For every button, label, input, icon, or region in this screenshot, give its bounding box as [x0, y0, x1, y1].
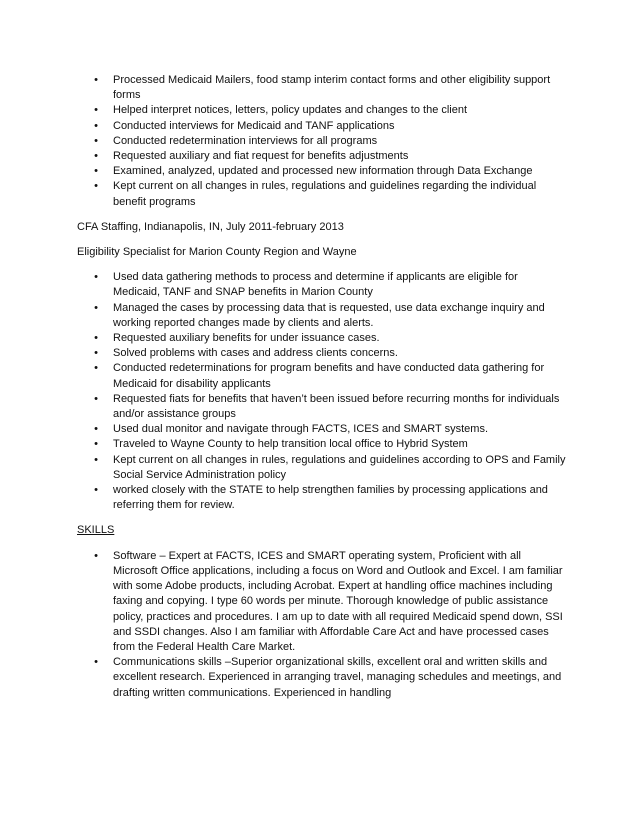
bullet-icon: • [94, 362, 98, 375]
list-item-text: Conducted redeterminations for program benefits and have conducted data gathering for Medicaid for disability applicants [113, 362, 545, 390]
list-item [77, 179, 567, 209]
list-item-text: Communications skills –Superior organizational skills, excellent oral and written skills and excellent research. Experienced in arranging travel, managing schedules and meetings, and drafting written communications. Experienced in handling [113, 656, 562, 699]
bullet-icon: • [94, 347, 98, 360]
list-item-text: Requested auxiliary and fiat request for benefits adjustments [113, 150, 409, 163]
list-item-text: worked closely with the STATE to help strengthen families by processing applications and referring them for review. [113, 484, 548, 512]
list-item [77, 301, 567, 331]
employer-line: CFA Staffing, Indianapolis, IN, July 2011-february 2013 [77, 220, 344, 233]
list-item [77, 149, 567, 164]
bullet-icon: • [94, 423, 98, 436]
bullet-icon: • [94, 301, 98, 314]
list-item-text: Requested fiats for benefits that haven’t been issued before recurring months for individuals and/or assistance groups [113, 392, 560, 421]
bullet-icon: • [94, 180, 98, 193]
list-item [77, 119, 567, 134]
bullet-icon: • [94, 165, 98, 178]
resume-body [77, 73, 567, 701]
list-item-text: Kept current on all changes in rules, regulations and guidelines regarding the individual benefit programs [113, 180, 537, 208]
bullet-icon: • [94, 392, 98, 405]
list-item-text: Traveled to Wayne County to help transition local office to Hybrid System [113, 438, 468, 451]
bullet-icon: • [94, 150, 98, 163]
bullet-icon: • [94, 656, 98, 669]
bullet-icon: • [94, 438, 98, 451]
list-item-text: Processed Medicaid Mailers, food stamp interim contact forms and other eligibility support forms [113, 74, 551, 102]
duties-list-previous [77, 73, 567, 210]
bullet-icon: • [94, 74, 98, 86]
list-item [77, 134, 567, 149]
list-item-text: Requested auxiliary benefits for under issuance cases. [113, 332, 380, 345]
list-item [77, 346, 567, 361]
list-item-text: Helped interpret notices, letters, policy updates and changes to the client [113, 104, 468, 117]
list-item [77, 164, 567, 179]
list-item-text: Examined, analyzed, updated and processed new information through Data Exchange [113, 165, 533, 178]
list-item [77, 331, 567, 346]
list-item [77, 73, 567, 103]
list-item [77, 361, 567, 391]
list-item-text: Conducted redetermination interviews for all programs [113, 134, 378, 147]
list-item [77, 453, 567, 483]
bullet-icon: • [94, 549, 98, 562]
duties-list-cfa [77, 270, 567, 513]
skills-list [77, 549, 567, 701]
list-item-text: Used data gathering methods to process and determine if applicants are eligible for Medicaid, TANF and SNAP benefits in Marion County [113, 271, 518, 299]
bullet-icon: • [94, 453, 98, 466]
bullet-icon: • [94, 104, 98, 117]
list-item [77, 270, 567, 300]
list-item-text: Software – Expert at FACTS, ICES and SMART operating system, Proficient with all Microsoft Office applications, including a focus on Word and Outlook and Excel. I am familiar with some Adobe products, including Acrobat. Expert at handling office machines including faxing and copying. I type 60 words per minute. Thorough knowledge of public assistance policy, practices and procedures. I am up to date with all required Medicaid spend down, SSI and SSDI changes. Also I am familiar with Affordable Care Act and have processed cases from the Federal Health Care Market. [113, 549, 563, 653]
job-title: Eligibility Specialist for Marion County Region and Wayne [77, 246, 357, 259]
list-item-text: Managed the cases by processing data that is requested, use data exchange inquiry and working reported changes made by clients and alerts. [113, 301, 545, 329]
list-item-text: Kept current on all changes in rules, regulations and guidelines according to OPS and Family Social Service Administration policy [113, 453, 566, 481]
bullet-icon: • [94, 119, 98, 132]
bullet-icon: • [94, 134, 98, 147]
list-item [77, 655, 567, 701]
list-item-text: Used dual monitor and navigate through FACTS, ICES and SMART systems. [113, 423, 488, 436]
list-item [77, 392, 567, 422]
list-item [77, 549, 567, 655]
bullet-icon: • [94, 484, 98, 497]
bullet-icon: • [94, 271, 98, 284]
bullet-icon: • [94, 332, 98, 345]
list-item [77, 103, 567, 118]
list-item [77, 483, 567, 513]
list-item [77, 422, 567, 437]
list-item [77, 437, 567, 452]
skills-heading: SKILLS [77, 524, 115, 537]
list-item-text: Conducted interviews for Medicaid and TANF applications [113, 119, 395, 132]
list-item-text: Solved problems with cases and address clients concerns. [113, 347, 398, 360]
